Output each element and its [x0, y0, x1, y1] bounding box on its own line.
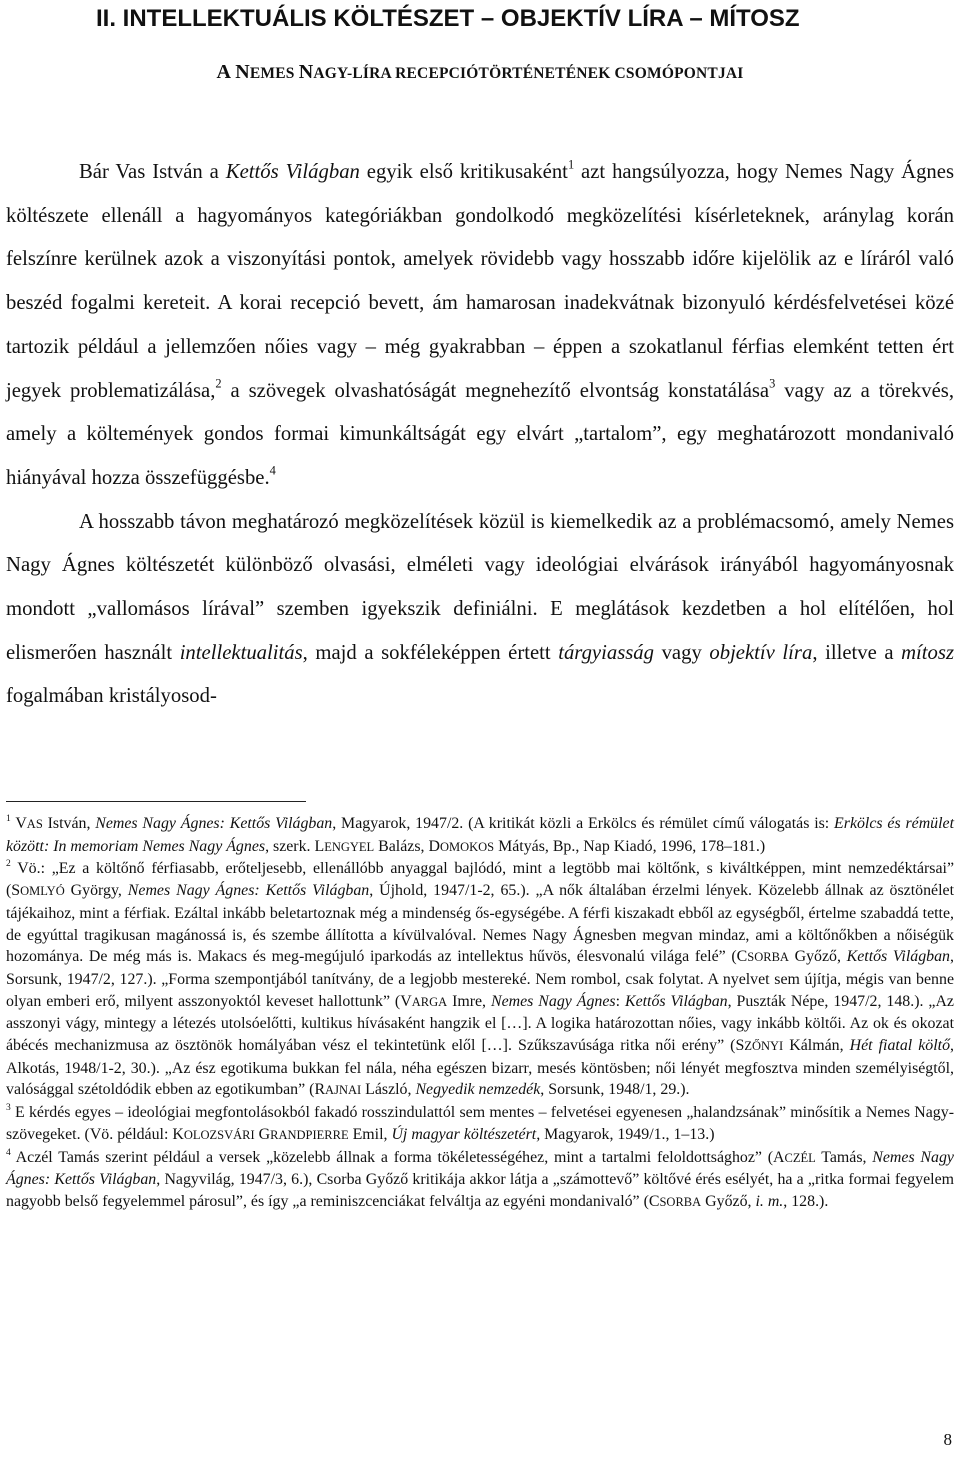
footnote-1: $^1$ VAS István, Nemes Nagy Ágnes: Kettős Világban, Magyarok, 1947/2. (A kritikát közli a Erkölcs és rémület című válogatás is: Erkölcs és rémület között: In memoriam Nemes Nagy Ágnes, szerk. LENGYEL Balázs, DOMOKOS Mátyás, Bp., Nap Kiadó, 1996, 178–181.): [6, 812, 955, 855]
footnote-ref-3[interactable]: 3: [769, 376, 776, 391]
footnotes: [6, 813, 954, 1214]
footnote-ref-1[interactable]: 1: [567, 157, 575, 172]
footnote-4: $^4$ Aczél Tamás szerint például a versek „közelebb állnak a forma tökéletességéhez, mint a tartalmi feloldottsághoz” (ACZÉL Tamás, Nemes Nagy Ágnes: Kettős Világban, Nagyvilág, 1947/3, 6.), Csorba Győző kritikája akkor látja a „számottevő” költővé érés esélyét, ha a „ritka formai fegyelem nagyobb belső fegyelemmel párosul”, és így „a reminiszcenciákat felváltja az egyéni mondanivaló” (CSORBA Győző, i. m., 128.).: [6, 1146, 955, 1210]
chapter-title: II. INTELLEKTUÁLIS KÖLTÉSZET – OBJEKTÍV LÍRA – MÍTOSZ: [96, 5, 800, 32]
footnote-ref-2[interactable]: 2: [215, 376, 222, 391]
footnote-ref-4[interactable]: 4: [269, 463, 276, 478]
paragraph-2: A hosszabb távon meghatározó megközelítések közül is kiemelkedik az a problémacsomó, amely Nemes Nagy Ágnes költészetét különböző olvasási, elméleti vagy ideológiai elvárások irányából hagyományosnak mondott „vallomásos lírával” szemben igyekszik definiálni. E meglátások kezdetben a hol elítélően, hol elismerően használt intellektualitás, majd a sokféleképpen értett tárgyiasság vagy objektív líra, illetve a mítosz fogalmában kristályosod-: [6, 510, 954, 708]
footnote-3: $^3$ E kérdés egyes – ideológiai megfontolásokból fakadó rosszindulattól sem mentes – felvetései egyenesen „halandzsának” minősítik a Nemes Nagy-szövegeket. (Vö. például: KOLOZSVÁRI GRANDPIERRE Emil, Új magyar költészetért, Magyarok, 1949/1., 1–13.): [6, 1102, 954, 1143]
footnote-separator: [6, 801, 306, 802]
page-number: 8: [943, 1430, 952, 1449]
footnote-2: $^2$ Vö.: „Ez a költőnő férfiasabb, erőteljesebb, ellenállóbb anyaggal bajlódó, mint a legtöbb mai költőnk, s kiváltképpen, mint nemzedéktársai” (SOMLYÓ György, Nemes Nagy Ágnes: Kettős Világban, Újhold, 1947/1-2, 65.). „A nők általában érzelmi lények. Közelebb állnak az ösztönélet tájékaihoz, mint a férfiak. Ezáltal inkább beletartoznak még a mindenség ős-egységébe. A férfi kiszakadt ebből az egységből, értelme szabaddá tette, de egyúttal tragikusan magánossá is, és szembe állította a kívülvalóval. Nemes Nagy Ágnesben megvan mindaz, ami a költőnőkben a nőiségük hozománya. De még más is. Makacs és meg-megújuló iparkodás az intellektus hűvös, élesvonalú világa felé” (CSORBA Győző, Kettős Világban, Sorsunk, 1947/2, 127.). „Forma szempontjából tanítvány, de a legjobb mestereké. Nem rombol, csak folytat. A nyelvet sem újítja, mégis van benne olyan emberi erő, milyent asszonyoktól keveset hallottunk” (VARGA Imre, Nemes Nagy Ágnes: Kettős Világban, Puszták Népe, 1947/2, 148.). „Az asszonyi vágy, mintegy a létezés utolsóelőtti, kultikus hívásaként hangzik el […]. A logika határozottan nőies, vagy inkább költői. Az ok és okozat ábécés mechanizmusa az ösztönök homályában vész el tekintetünk elől […]. Szűkszavúsága ritka női erény” (SZŐNYI Kálmán, Hét fiatal költő, Alkotás, 1948/1-2, 30.). „Az ész egotikuma bukkan fel nála, néha egészen bizarr, mesés köntösben; női lényét megfosztva minden személyiségtől, valósággal szétoldódik ebben az egotikumban” (RAJNAI László, Negyedik nemzedék, Sorsunk, 1948/1, 29.).: [6, 858, 954, 1099]
section-title: A NEMES NAGY-LÍRA RECEPCIÓTÖRTÉNETÉNEK CSOMÓPONTJAI: [216, 61, 744, 83]
paragraph-1: Bár Vas István a Kettős Világban egyik első kritikusaként$^1$ azt hangsúlyozza, hogy Nemes Nagy Ágnes költészete ellenáll a hagyományos kategóriákban gondolkodó megközelítési kísérleteknek, aránylag korán felszínre kerülnek azok a viszonyítási pontok, amelyek rövidebb vagy hosszabb időre kijelölik az e líráról való beszéd fogalmi kereteit. A korai recepció bevett, ám hamarosan inadekvátnak bizonyuló kérdésfelvetései közé tartozik például a jellemzően nőies vagy – még gyakrabban – éppen a szokatlanul férfias elemként tetten ért jegyek problematizálása,$^2$ a szövegek olvashatóságát megnehezítő elvontság konstatálása$^3$ vagy az a törekvés, amely a költemények gondos formai kimunkáltságát egy elvárt „tartalom”, egy meghatározott mondanivaló hiányával hozza összefüggésbe.$^4$: [6, 157, 955, 489]
body-text: [6, 151, 954, 719]
